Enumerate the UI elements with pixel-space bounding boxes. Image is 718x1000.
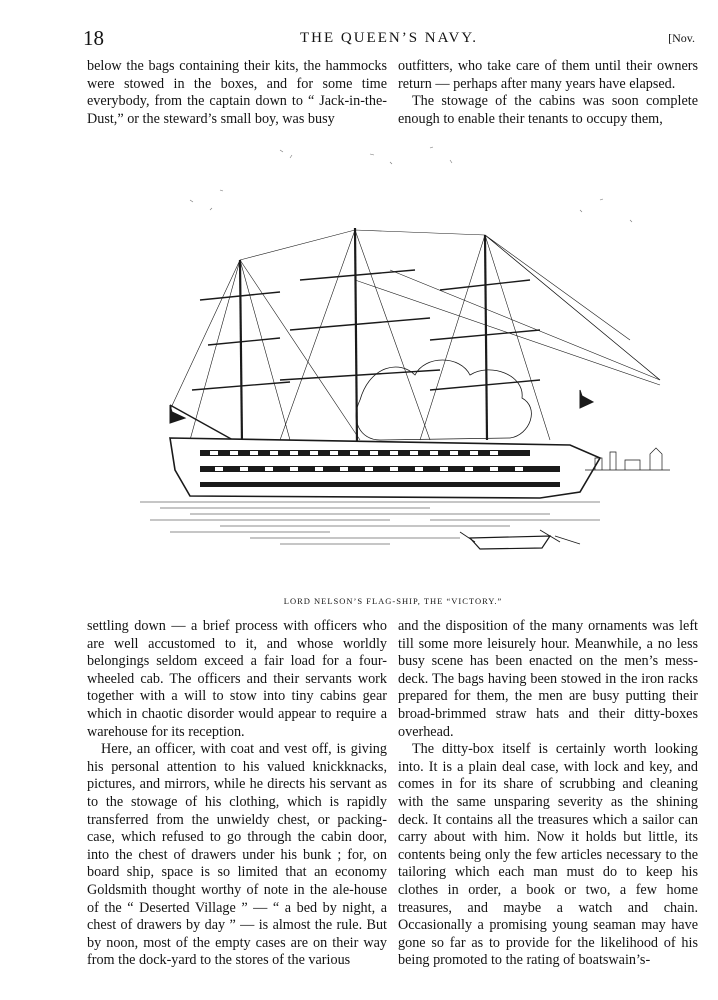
paragraph: Here, an officer, with coat and vest off, is giving his personal attention to his valued knickknacks, pictures, and mirrors, while he directs his servant as to the stowage of his clothing, which is rapidly transferred from the unwieldy chest, or packing-case, which refused to go through the cabin door, into the chest of drawers under his bunk ; for, on board ship, space is so limited that an economy Goldsmith thought worthy of note in the ale-house of the “ Deserted Village ” — “ a bed by night, a chest of drawers by day ” — is almost the rule. But by noon, most of the empty cases are on their way from the dock-yard to the stores of the various [87, 741, 387, 969]
running-title: THE QUEEN’S NAVY. [299, 30, 479, 46]
top-right-column [398, 58, 698, 128]
page-number: 18 [83, 26, 104, 50]
masts [240, 228, 487, 445]
paragraph: outfitters, who take care of them until their owners return — perhaps after many years have elapsed. [398, 58, 698, 92]
bottom-right-column [398, 618, 698, 970]
issue-month: [Nov. [668, 31, 695, 45]
rigging [170, 230, 660, 440]
paragraph: The ditty-box itself is certainly worth looking into. It is a plain deal case, with lock and key, and comes in for its share of scrubbing and cleaning with the same unsparing severity as the shining deck. It contains all the treasures which a sailor can carry about with him. Now it holds but little, its contents being only the few articles necessary to the tailoring which each man must do to keep his clothes in order, a book or two, a few home treasures, and maybe a watch and chain. Occasionally a promising young seaman may have gone so far as to provide for the likelihood of his being promoted to the rating of boatswain’s- [398, 741, 698, 969]
page-header [83, 26, 695, 50]
paragraph: The stowage of the cabins was soon complete enough to enable their tenants to occupy them, [398, 93, 698, 127]
stern-flag [170, 405, 185, 423]
rowing-boat [470, 536, 550, 549]
gun-smoke [356, 360, 531, 440]
ship-illustration [130, 140, 670, 585]
figure-caption: LORD NELSON’S FLAG-SHIP, THE “VICTORY.” [283, 596, 503, 606]
paragraph: settling down — a brief process with officers who are well accustomed to it, and whose worldly belongings seldom exceed a fair load for a four-wheeled cab. The officers and their servants work together with a will to stow into tiny cabins gear which in chaotic disorder would appear to require a warehouse for its reception. [87, 618, 387, 740]
bottom-left-column [87, 618, 387, 970]
ensign-flag [580, 390, 593, 408]
paragraph: and the disposition of the many ornaments was left till some more leisurely hour. Meanwhile, a no less busy scene has been enacted on the men’s mess-deck. The bags having been stowed in the iron racks prepared for them, the men are busy putting their broad-brimmed straw hats and their ditty-boxes overhead. [398, 618, 698, 740]
sky-sketch [190, 147, 632, 222]
top-left-column [87, 58, 387, 128]
paragraph: below the bags containing their kits, the hammocks were stowed in the boxes, and for some time everybody, from the captain down to “ Jack-in-the-Dust,” or the steward’s small boy, was busy [87, 58, 387, 127]
